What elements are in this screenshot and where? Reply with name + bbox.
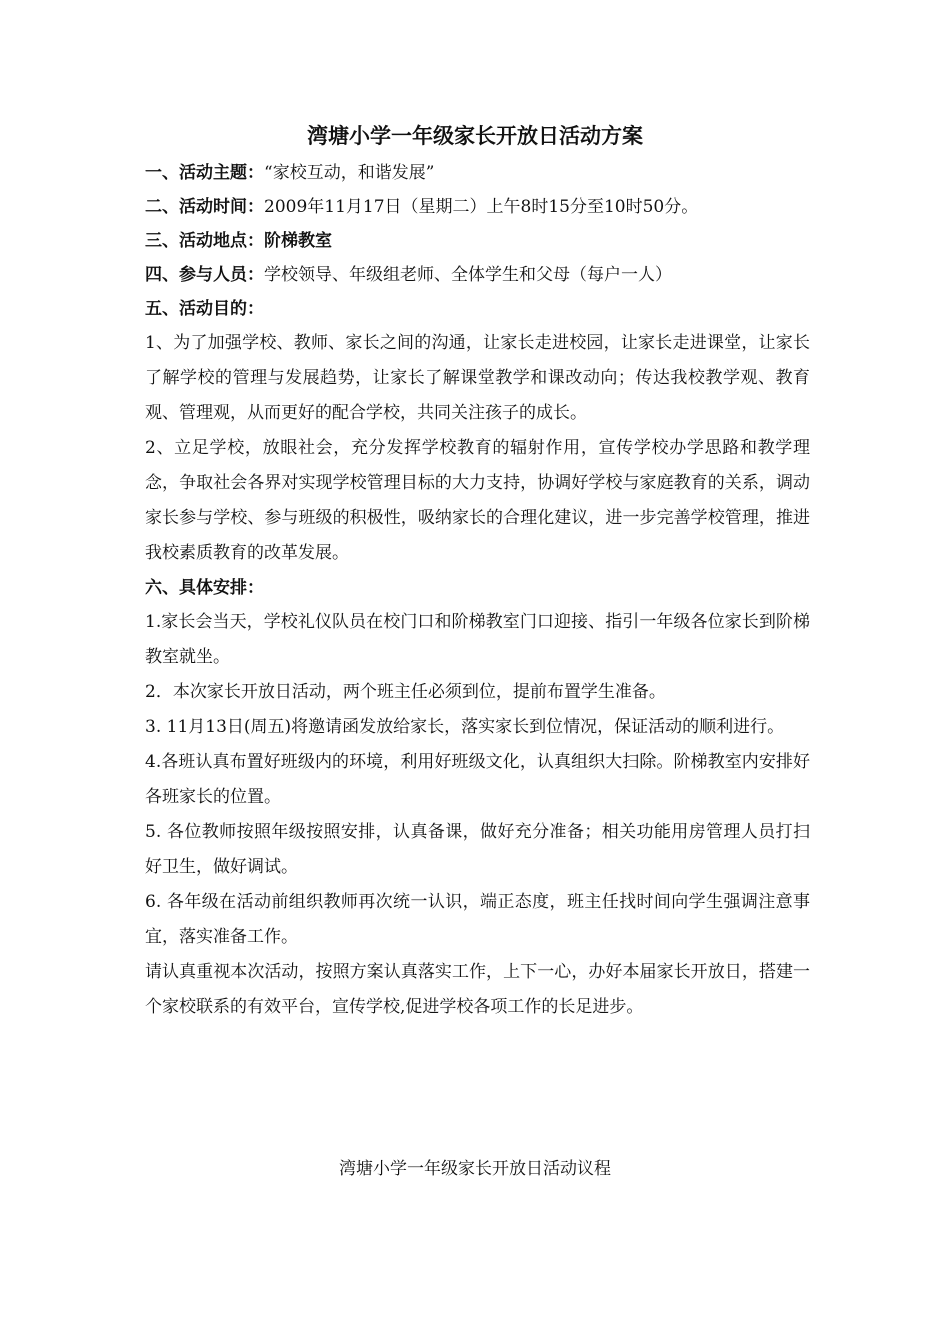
section-time-text: 2009年11月17日（星期二）上午8时15分至10时50分。 (264, 197, 699, 217)
document-title: 湾塘小学一年级家长开放日活动方案 (307, 123, 643, 148)
closing-paragraph: 请认真重视本次活动，按照方案认真落实工作，上下一心，办好本届家长开放日，搭建一个家校联系的有效平台，宣传学校,促进学校各项工作的长足进步。 (145, 962, 810, 1017)
section-theme (145, 156, 810, 190)
arrangement-item-6: 6. 各年级在活动前组织教师再次统一认识，端正态度，班主任找时间向学生强调注意事宜，落实准备工作。 (145, 892, 810, 947)
arrangement-item-3: 3. 11月13日(周五)将邀请函发放给家长，落实家长到位情况，保证活动的顺利进行。 (145, 717, 785, 737)
arrangement-item-5: 5. 各位教师按照年级按照安排，认真备课，做好充分准备；相关功能用房管理人员打扫好卫生，做好调试。 (145, 822, 810, 877)
arrangement-item-2: 2．本次家长开放日活动，两个班主任必须到位，提前布置学生准备。 (145, 682, 666, 702)
section-purpose-label: 五、活动目的： (145, 299, 264, 319)
section-time-label: 二、活动时间： (145, 197, 264, 217)
purpose-item-1: 1、为了加强学校、教师、家长之间的沟通，让家长走进校园，让家长走进课堂，让家长了解学校的管理与发展趋势，让家长了解课堂教学和课改动向；传达我校教学观、教育观、管理观，从而更好的配合学校，共同关注孩子的成长。 (145, 333, 810, 423)
section-people-text: 学校领导、年级组老师、全体学生和父母（每户一人） (264, 265, 672, 285)
purpose-item-2: 2、立足学校，放眼社会，充分发挥学校教育的辐射作用，宣传学校办学思路和教学理念，争取社会各界对实现学校管理目标的大力支持，协调好学校与家庭教育的关系，调动家长参与学校、参与班级的积极性，吸纳家长的合理化建议，进一步完善学校管理，推进我校素质教育的改革发展。 (145, 438, 810, 563)
arrangement-item-1: 1.家长会当天，学校礼仪队员在校门口和阶梯教室门口迎接、指引一年级各位家长到阶梯教室就坐。 (145, 612, 810, 667)
section-place: 三、活动地点：阶梯教室 (145, 231, 332, 251)
section-people (145, 258, 810, 292)
section-theme-label: 一、活动主题： (145, 163, 264, 183)
section-people-label: 四、参与人员： (145, 265, 264, 285)
agenda-subtitle: 湾塘小学一年级家长开放日活动议程 (339, 1159, 611, 1179)
section-arrangement-label: 六、具体安排： (145, 578, 264, 598)
arrangement-item-4: 4.各班认真布置好班级内的环境，利用好班级文化，认真组织大扫除。阶梯教室内安排好各班家长的位置。 (145, 752, 810, 807)
section-theme-text: “家校互动，和谐发展” (264, 163, 435, 183)
document-body (145, 156, 810, 1025)
section-time (145, 190, 810, 224)
